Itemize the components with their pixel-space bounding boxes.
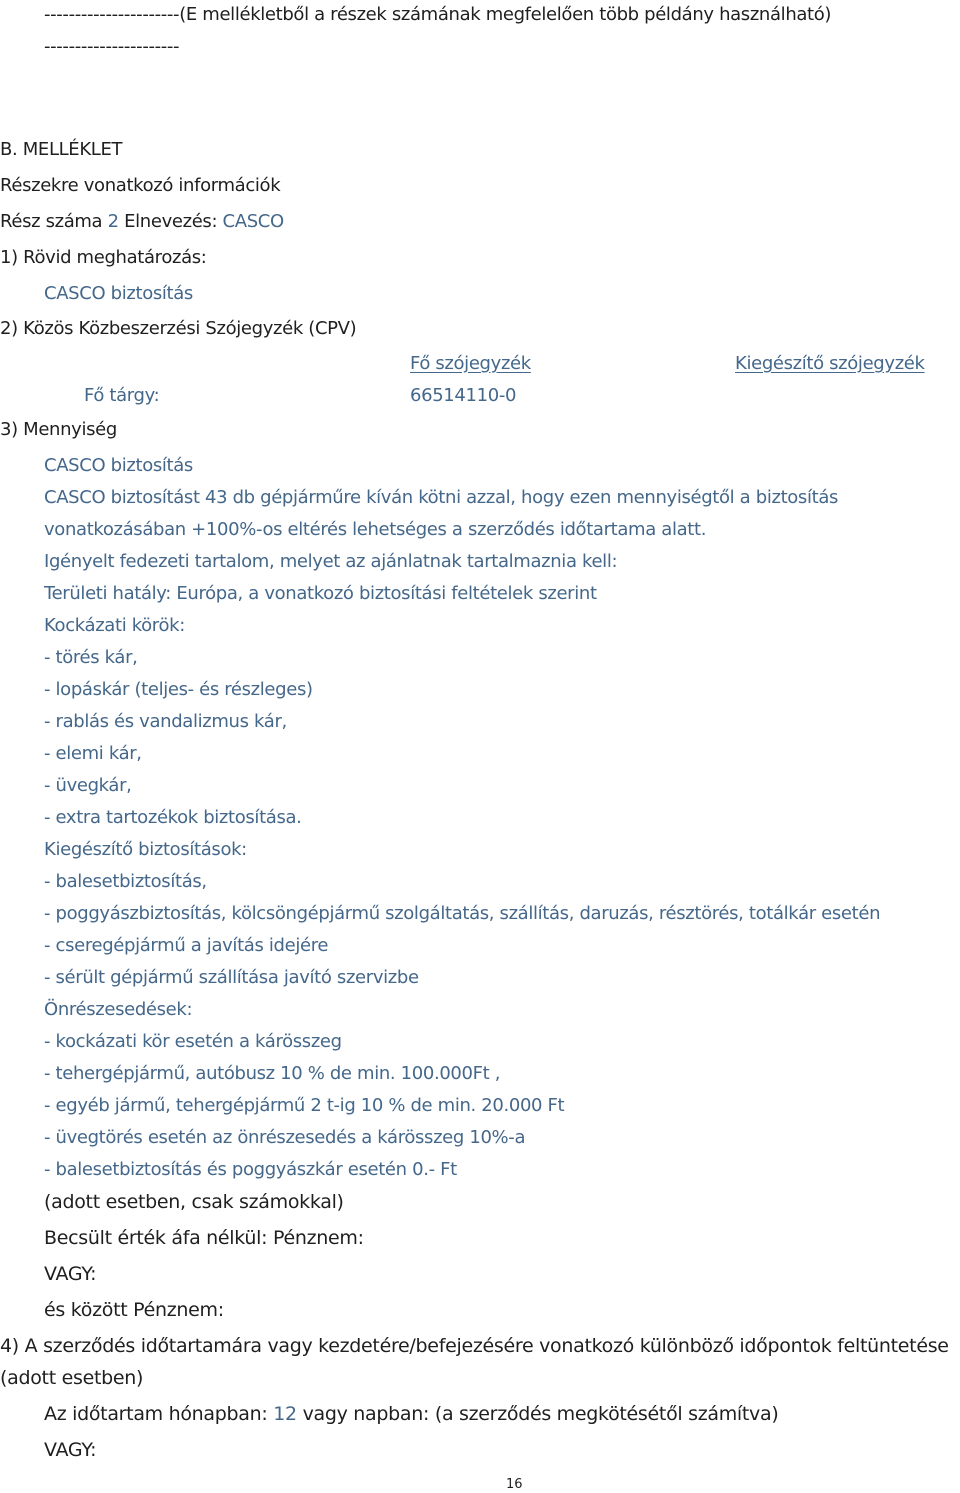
annex-title: B. MELLÉKLET <box>0 139 123 160</box>
quantity-line: - üvegkár, <box>44 775 132 796</box>
quantity-line: - poggyászbiztosítás, kölcsöngépjármű szolgáltatás, szállítás, daruzás, résztörés, totálkár esetén <box>44 903 881 924</box>
quantity-line: - balesetbiztosítás, <box>44 871 207 892</box>
quantity-line: - tehergépjármű, autóbusz 10 % de min. 100.000Ft , <box>44 1063 501 1084</box>
cpv-extra-header: Kiegészítő szójegyzék <box>735 353 925 374</box>
section2-heading: 2) Közös Közbeszerzési Szójegyzék (CPV) <box>0 318 357 339</box>
quantity-line: - elemi kár, <box>44 743 142 764</box>
quantity-line: - egyéb jármű, tehergépjármű 2 t-ig 10 % de min. 20.000 Ft <box>44 1095 565 1116</box>
quantity-line: Önrészesedések: <box>44 999 193 1020</box>
quantity-line: CASCO biztosítást 43 db gépjárműre kíván kötni azzal, hogy ezen mennyiségtől a biztosítás <box>44 487 839 508</box>
quantity-line: Igényelt fedezeti tartalom, melyet az ajánlatnak tartalmaznia kell: <box>44 551 618 572</box>
between-line: és között Pénznem: <box>44 1299 224 1321</box>
quantity-line: - üvegtörés esetén az önrészesedés a kárösszeg 10%-a <box>44 1127 526 1148</box>
quantity-line: - lopáskár (teljes- és részleges) <box>44 679 313 700</box>
quantity-line: - balesetbiztosítás és poggyászkár esetén 0.- Ft <box>44 1159 457 1180</box>
quantity-line: - cseregépjármű a javítás idejére <box>44 935 329 956</box>
estimate-line: Becsült érték áfa nélkül: Pénznem: <box>44 1227 364 1249</box>
annex-subtitle: Részekre vonatkozó információk <box>0 175 281 196</box>
header-note: ----------------------(E mellékletből a részek számának megfelelően több példány használható) <box>44 4 832 25</box>
duration-label: Az időtartam hónapban: <box>44 1403 268 1425</box>
or-line: VAGY: <box>44 1263 97 1285</box>
section3-heading: 3) Mennyiség <box>0 419 117 440</box>
section1-text: CASCO biztosítás <box>44 283 193 304</box>
quantity-line: - törés kár, <box>44 647 138 668</box>
cpv-main-header: Fő szójegyzék <box>410 353 531 374</box>
quantity-line: Kiegészítő biztosítások: <box>44 839 247 860</box>
duration-value: 12 <box>273 1403 297 1425</box>
part-number: 2 <box>107 211 119 232</box>
page-number: 16 <box>506 1477 523 1492</box>
cpv-row-value: 66514110-0 <box>410 385 517 406</box>
duration-line <box>44 1403 778 1425</box>
part-line <box>0 211 284 233</box>
duration-rest: vagy napban: (a szerződés megkötésétől számítva) <box>302 1403 779 1425</box>
section1-heading: 1) Rövid meghatározás: <box>0 247 207 268</box>
quantity-line: - extra tartozékok biztosítása. <box>44 807 302 828</box>
cpv-row-label: Fő tárgy: <box>84 385 160 406</box>
name-label: Elnevezés: <box>124 211 218 232</box>
numbers-note: (adott esetben, csak számokkal) <box>44 1191 344 1213</box>
header-dashes: ---------------------- <box>44 36 180 57</box>
part-label: Rész száma <box>0 211 103 232</box>
section4-heading: 4) A szerződés időtartamára vagy kezdetére/befejezésére vonatkozó különböző időpontok feltüntetése <box>0 1335 949 1357</box>
quantity-line: - rablás és vandalizmus kár, <box>44 711 287 732</box>
section4-heading-cont: (adott esetben) <box>0 1367 144 1389</box>
quantity-line: CASCO biztosítás <box>44 455 193 476</box>
quantity-line: - sérült gépjármű szállítása javító szervizbe <box>44 967 419 988</box>
quantity-line: vonatkozásában +100%-os eltérés lehetséges a szerződés időtartama alatt. <box>44 519 707 540</box>
or-line-2: VAGY: <box>44 1439 97 1461</box>
quantity-line: - kockázati kör esetén a kárösszeg <box>44 1031 342 1052</box>
name-value: CASCO <box>222 211 284 232</box>
quantity-line: Kockázati körök: <box>44 615 185 636</box>
quantity-line: Területi hatály: Európa, a vonatkozó biztosítási feltételek szerint <box>44 583 597 604</box>
